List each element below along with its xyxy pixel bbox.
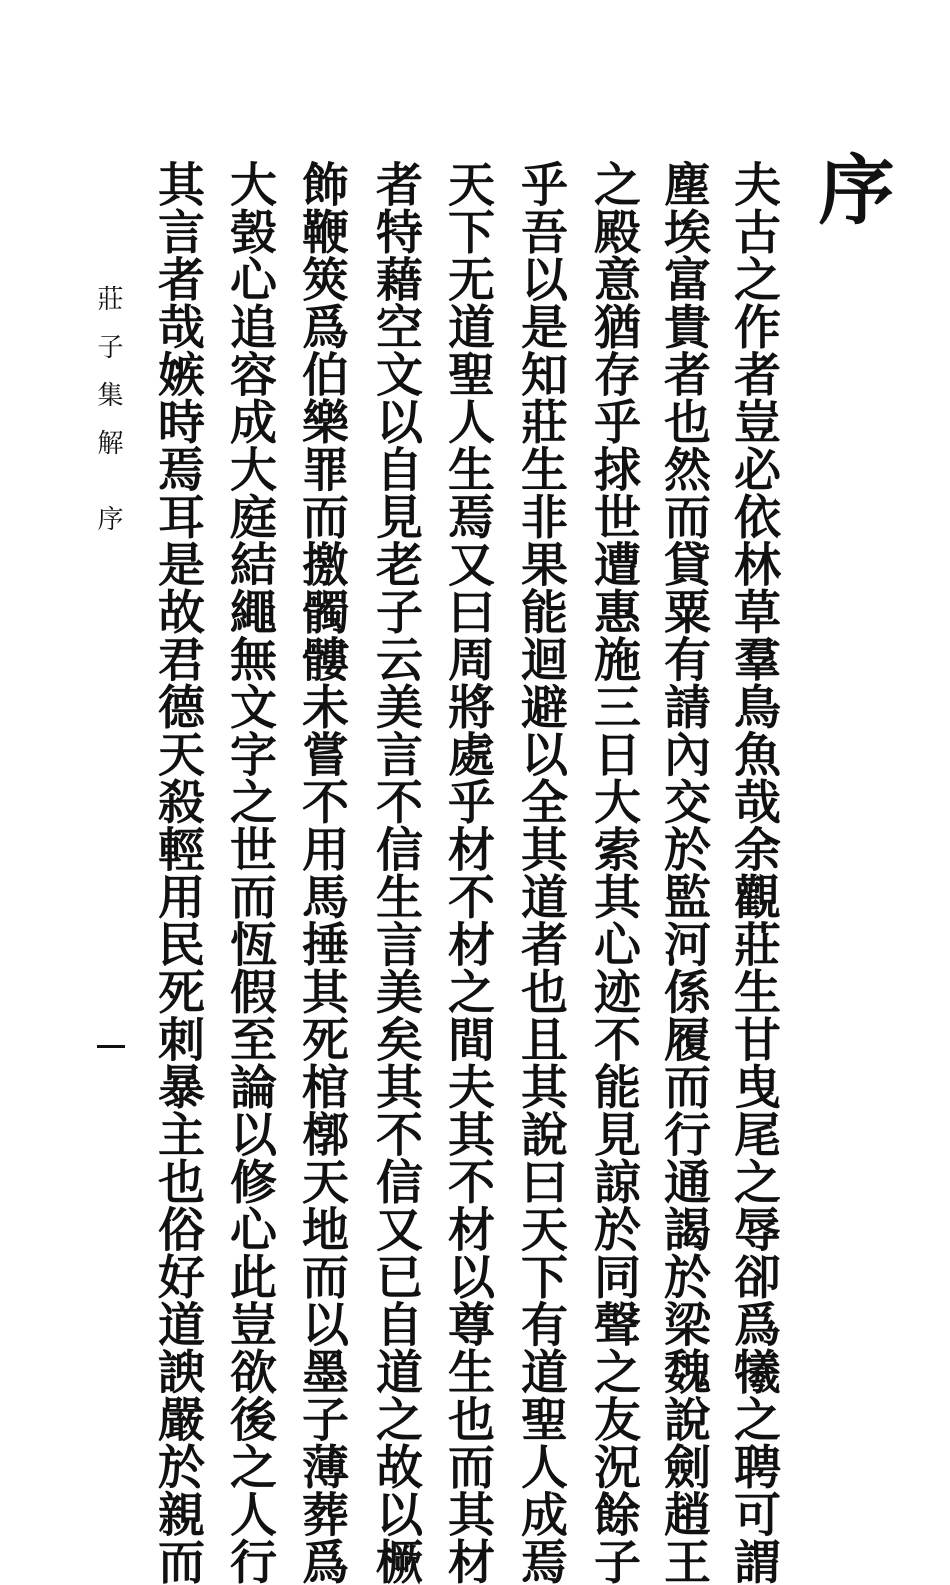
text-column-9: 其言者哉嫉時焉耳是故君德天殺輕用民死刺暴主也俗好道諛嚴於親而 xyxy=(150,160,205,1585)
running-head-title: 莊子集解 xyxy=(93,285,123,477)
page-number-mark xyxy=(97,1045,125,1048)
text-column-2: 塵埃富貴者也然而貸粟有請內交於監河係履而行通謁於梁魏說劍趙王 xyxy=(656,160,711,1585)
text-column-3: 之殿意猶存乎捄世遭惠施三日大索其心迹不能見諒於同聲之友況餘子 xyxy=(586,160,641,1585)
text-column-1: 夫古之作者豈必依林草羣鳥魚哉余觀莊生甘曳尾之辱卻爲犧之聘可謂 xyxy=(726,160,781,1585)
text-column-4: 乎吾以是知莊生非果能迴避以全其道者也且其說曰天下有道聖人成焉 xyxy=(513,160,568,1585)
running-head-section: 序 xyxy=(93,505,123,531)
text-column-5: 天下无道聖人生焉又曰周將處乎材不材之間夫其不材以尊生也而其材 xyxy=(440,160,495,1585)
text-column-6: 者特藉空文以自見老子云美言不信生言美矣其不信又已自道之故以橛 xyxy=(368,160,423,1585)
text-column-7: 飾鞭筴爲伯樂罪而撽髑髏未嘗不用馬捶其死棺槨天地而以墨子薄葬爲 xyxy=(294,160,349,1585)
page-number xyxy=(97,1045,98,1046)
text-column-8: 大㲄心追容成大庭結繩無文字之世而恆假至論以修心此豈欲後之人行 xyxy=(222,160,277,1585)
preface-heading: 序 xyxy=(806,150,895,226)
